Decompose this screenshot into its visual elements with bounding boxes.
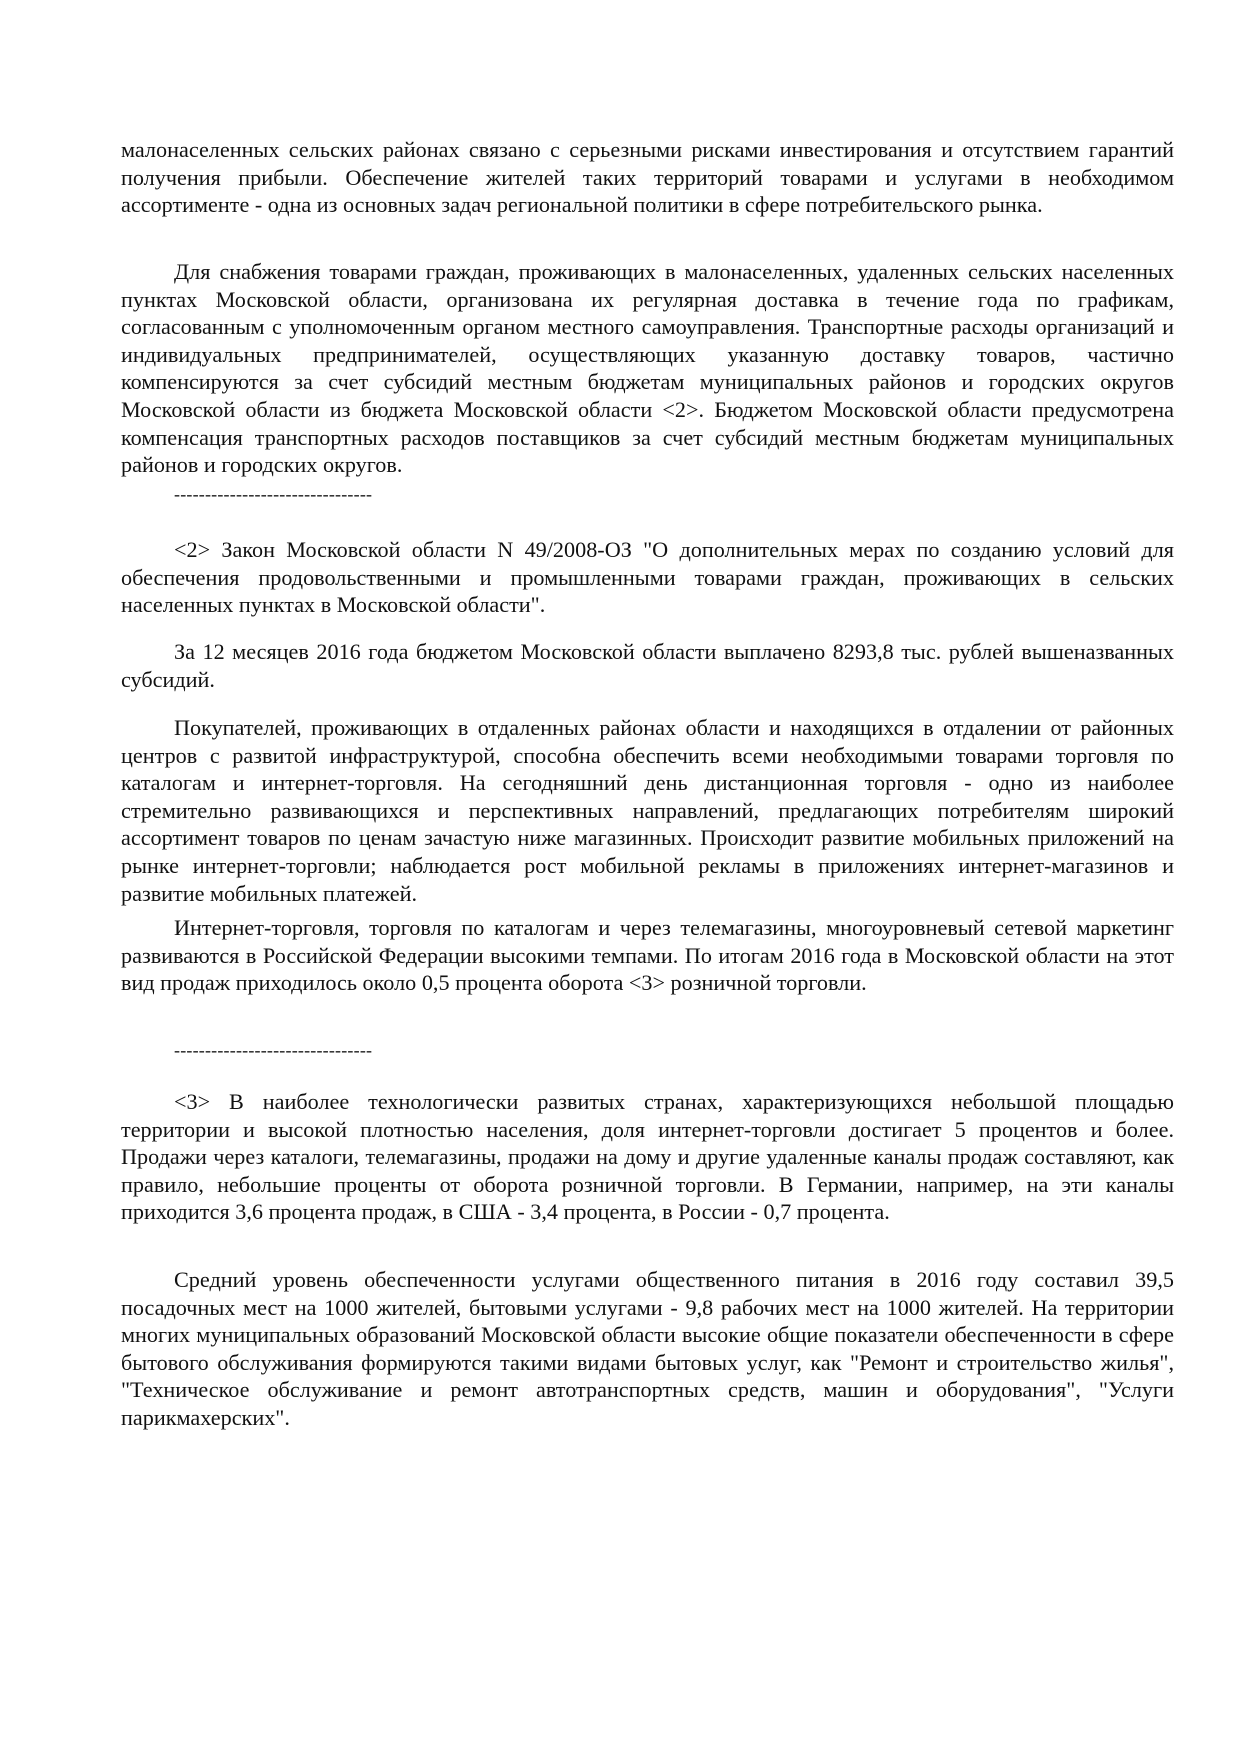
- paragraph-delivery: Для снабжения товарами граждан, проживающих в малонаселенных, удаленных сельских населенных пунктах Московской области, организована их регулярная доставка в течение года по графикам, согласованным с уполномоченным органом местного самоуправления. Транспортные расходы организаций и индивидуальных предпринимателей, осуществляющих указанную доставку товаров, частично компенсируются за счет субсидий местным бюджетам муниципальных районов и городских округов Московской области из бюджета Московской области <2>. Бюджетом Московской области предусмотрена компенсация транспортных расходов поставщиков за счет субсидий местным бюджетам муниципальных районов и городских округов.: [121, 259, 1174, 478]
- footnote-separator: --------------------------------: [174, 484, 373, 504]
- paragraph-services: Средний уровень обеспеченности услугами общественного питания в 2016 году составил 39,5 посадочных мест на 1000 жителей, бытовыми услугами - 9,8 рабочих мест на 1000 жителей. На территории многих муниципальных образований Московской области высокие общие показатели обеспеченности в сфере бытового обслуживания формируются такими видами бытовых услуг, как "Ремонт и строительство жилья", "Техническое обслуживание и ремонт автотранспортных средств, машин и оборудования", "Услуги парикмахерских".: [121, 1267, 1174, 1430]
- footnote-separator: --------------------------------: [174, 1040, 373, 1060]
- paragraph-continuation: малонаселенных сельских районах связано с серьезными рисками инвестирования и отсутствием гарантий получения прибыли. Обеспечение жителей таких территорий товарами и услугами в необходимом ассортименте - одна из основных задач региональной политики в сфере потребительского рынка.: [121, 137, 1174, 218]
- paragraph-remote-trade: Покупателей, проживающих в отдаленных районах области и находящихся в отдалении от районных центров с развитой инфраструктурой, способна обеспечить всеми необходимыми товарами торговля по каталогам и интернет-торговля. На сегодняшний день дистанционная торговля - одно из наиболее стремительно развивающихся и перспективных направлений, предлагающих потребителям широкий ассортимент товаров по ценам зачастую ниже магазинных. Происходит развитие мобильных приложений на рынке интернет-торговли; наблюдается рост мобильной рекламы в приложениях интернет-магазинов и развитие мобильных платежей.: [121, 715, 1174, 906]
- footnote-2: <2> Закон Московской области N 49/2008-ОЗ "О дополнительных мерах по созданию условий для обеспечения продовольственными и промышленными товарами граждан, проживающих в сельских населенных пунктах в Московской области".: [121, 537, 1174, 618]
- paragraph-subsidies: За 12 месяцев 2016 года бюджетом Московской области выплачено 8293,8 тыс. рублей вышеназванных субсидий.: [121, 639, 1174, 692]
- paragraph-internet-trade: Интернет-торговля, торговля по каталогам и через телемагазины, многоуровневый сетевой маркетинг развиваются в Российской Федерации высокими темпами. По итогам 2016 года в Московской области на этот вид продаж приходилось около 0,5 процента оборота <3> розничной торговли.: [121, 915, 1174, 996]
- footnote-3: <3> В наиболее технологически развитых странах, характеризующихся небольшой площадью территории и высокой плотностью населения, доля интернет-торговли достигает 5 процентов и более. Продажи через каталоги, телемагазины, продажи на дому и другие удаленные каналы продаж составляют, как правило, небольшие проценты от оборота розничной торговли. В Германии, например, на эти каналы приходится 3,6 процента продаж, в США - 3,4 процента, в России - 0,7 процента.: [121, 1089, 1174, 1225]
